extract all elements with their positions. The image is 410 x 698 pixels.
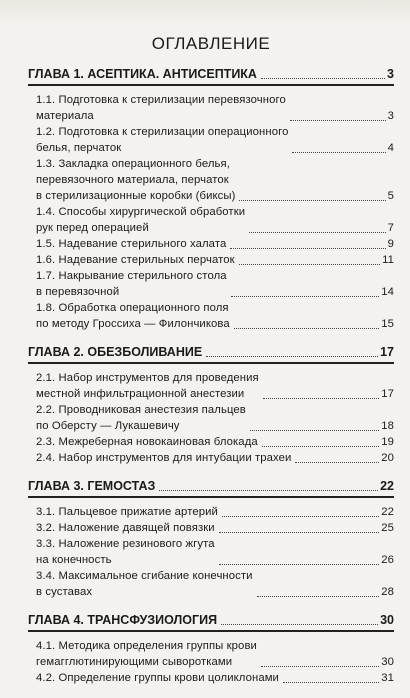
- leader-dots: [221, 624, 378, 625]
- entry-title: 2.4. Набор инструментов для интубации трахеи: [36, 452, 292, 464]
- entry-title: 1.2. Подготовка к стерилизации операционного белья, перчаток: [36, 126, 289, 154]
- entry-title: 2.2. Проводниковая анестезия пальцев по Оберсту — Лукашевичу: [36, 404, 246, 432]
- entry-page-number: 5: [387, 190, 394, 202]
- entry-title: 1.1. Подготовка к стерилизации перевязочного материала: [36, 94, 286, 122]
- leader-dots: [206, 356, 378, 357]
- entry-page-number: 7: [387, 222, 394, 234]
- toc-entry: [36, 268, 394, 300]
- entry-title: 1.8. Обработка операционного поля по методу Гроссиха — Филончикова: [36, 302, 230, 330]
- leader-dots: [250, 430, 379, 431]
- entry-page-number: 11: [382, 254, 394, 266]
- leader-dots: [249, 232, 385, 233]
- entry-title: 2.3. Межреберная новокаиновая блокада: [36, 436, 258, 448]
- entry-page-number: 9: [387, 238, 394, 250]
- entry-page-number: 31: [381, 672, 394, 684]
- chapter-heading: [28, 478, 394, 498]
- leader-dots: [292, 152, 385, 153]
- toc-entry: [36, 156, 394, 204]
- leader-dots: [231, 296, 380, 297]
- entry-page-number: 22: [381, 506, 394, 518]
- entry-page-number: 15: [381, 318, 394, 330]
- leader-dots: [239, 264, 380, 265]
- entry-title: 4.2. Определение группы крови цоликлонами: [36, 672, 279, 684]
- chapter-title: ГЛАВА 3. ГЕМОСТАЗ: [28, 479, 156, 493]
- entry-page-number: 19: [381, 436, 394, 448]
- leader-dots: [283, 682, 379, 683]
- previous-page-bleed: [0, 0, 410, 22]
- toc-entry: [36, 252, 394, 268]
- toc-entry: [36, 450, 394, 466]
- toc-body: [28, 66, 394, 686]
- toc-title: ОГЛАВЛЕНИЕ: [151, 34, 271, 53]
- entry-page-number: 28: [381, 586, 394, 598]
- chapter-page-number: 17: [380, 345, 394, 359]
- leader-dots: [257, 596, 380, 597]
- toc-entry: [36, 568, 394, 600]
- leader-dots: [230, 248, 385, 249]
- entry-page-number: 18: [381, 420, 394, 432]
- entry-page-number: 30: [381, 656, 394, 668]
- toc-entry: [36, 92, 394, 124]
- entry-title: 3.2. Наложение давящей повязки: [36, 522, 215, 534]
- leader-dots: [159, 490, 378, 491]
- leader-dots: [263, 398, 379, 399]
- entry-page-number: 20: [381, 452, 394, 464]
- entry-title: 1.4. Способы хирургической обработки рук перед операцией: [36, 206, 246, 234]
- toc-entry: [36, 670, 394, 686]
- leader-dots: [295, 462, 379, 463]
- toc-entry: [36, 434, 394, 450]
- entry-title: 3.3. Наложение резинового жгута на конечность: [36, 538, 215, 566]
- entry-title: 1.3. Закладка операционного белья, перевязочного материала, перчаток в стерилизационные коробки (биксы): [36, 158, 236, 202]
- chapter-entries: [28, 92, 394, 332]
- chapter-heading: [28, 66, 394, 86]
- toc-entry: [36, 504, 394, 520]
- chapter-title: ГЛАВА 2. ОБЕЗБОЛИВАНИЕ: [28, 345, 203, 359]
- leader-dots: [290, 120, 386, 121]
- entry-title: 3.1. Пальцевое прижатие артерий: [36, 506, 218, 518]
- entry-title: 3.4. Максимальное сгибание конечности в суставах: [36, 570, 253, 598]
- chapter-title: ГЛАВА 1. АСЕПТИКА. АНТИСЕПТИКА: [28, 67, 257, 81]
- leader-dots: [261, 666, 379, 667]
- toc-entry: [36, 638, 394, 670]
- leader-dots: [239, 200, 385, 201]
- toc-entry: [36, 204, 394, 236]
- leader-dots: [219, 532, 380, 533]
- toc-entry: [36, 520, 394, 536]
- entry-page-number: 3: [387, 110, 394, 122]
- chapter-entries: [28, 504, 394, 600]
- leader-dots: [234, 328, 379, 329]
- leader-dots: [222, 516, 379, 517]
- toc-page: [28, 34, 394, 698]
- toc-entry: [36, 124, 394, 156]
- entry-page-number: 26: [381, 554, 394, 566]
- toc-entry: [36, 236, 394, 252]
- entry-title: 1.6. Надевание стерильных перчаток: [36, 254, 235, 266]
- entry-title: 2.1. Набор инструментов для проведения местной инфильтрационной анестезии: [36, 372, 259, 400]
- toc-entry: [36, 300, 394, 332]
- leader-dots: [219, 564, 380, 565]
- chapter-heading: [28, 612, 394, 632]
- entry-page-number: 25: [381, 522, 394, 534]
- chapter-heading: [28, 344, 394, 364]
- entry-title: 4.1. Методика определения группы крови гемагглютинирующими сыворотками: [36, 640, 257, 668]
- leader-dots: [261, 78, 385, 79]
- toc-entry: [36, 402, 394, 434]
- entry-page-number: 4: [387, 142, 394, 154]
- entry-page-number: 17: [381, 388, 394, 400]
- chapter-page-number: 30: [380, 613, 394, 627]
- toc-entry: [36, 370, 394, 402]
- chapter-page-number: 22: [380, 479, 394, 493]
- toc-entry: [36, 536, 394, 568]
- chapter-title: ГЛАВА 4. ТРАНСФУЗИОЛОГИЯ: [28, 613, 218, 627]
- entry-title: 1.7. Накрывание стерильного стола в перевязочной: [36, 270, 227, 298]
- entry-page-number: 14: [381, 286, 394, 298]
- chapter-page-number: 3: [387, 67, 394, 81]
- chapter-entries: [28, 370, 394, 466]
- entry-title: 1.5. Надевание стерильного халата: [36, 238, 227, 250]
- leader-dots: [262, 446, 379, 447]
- chapter-entries: [28, 638, 394, 686]
